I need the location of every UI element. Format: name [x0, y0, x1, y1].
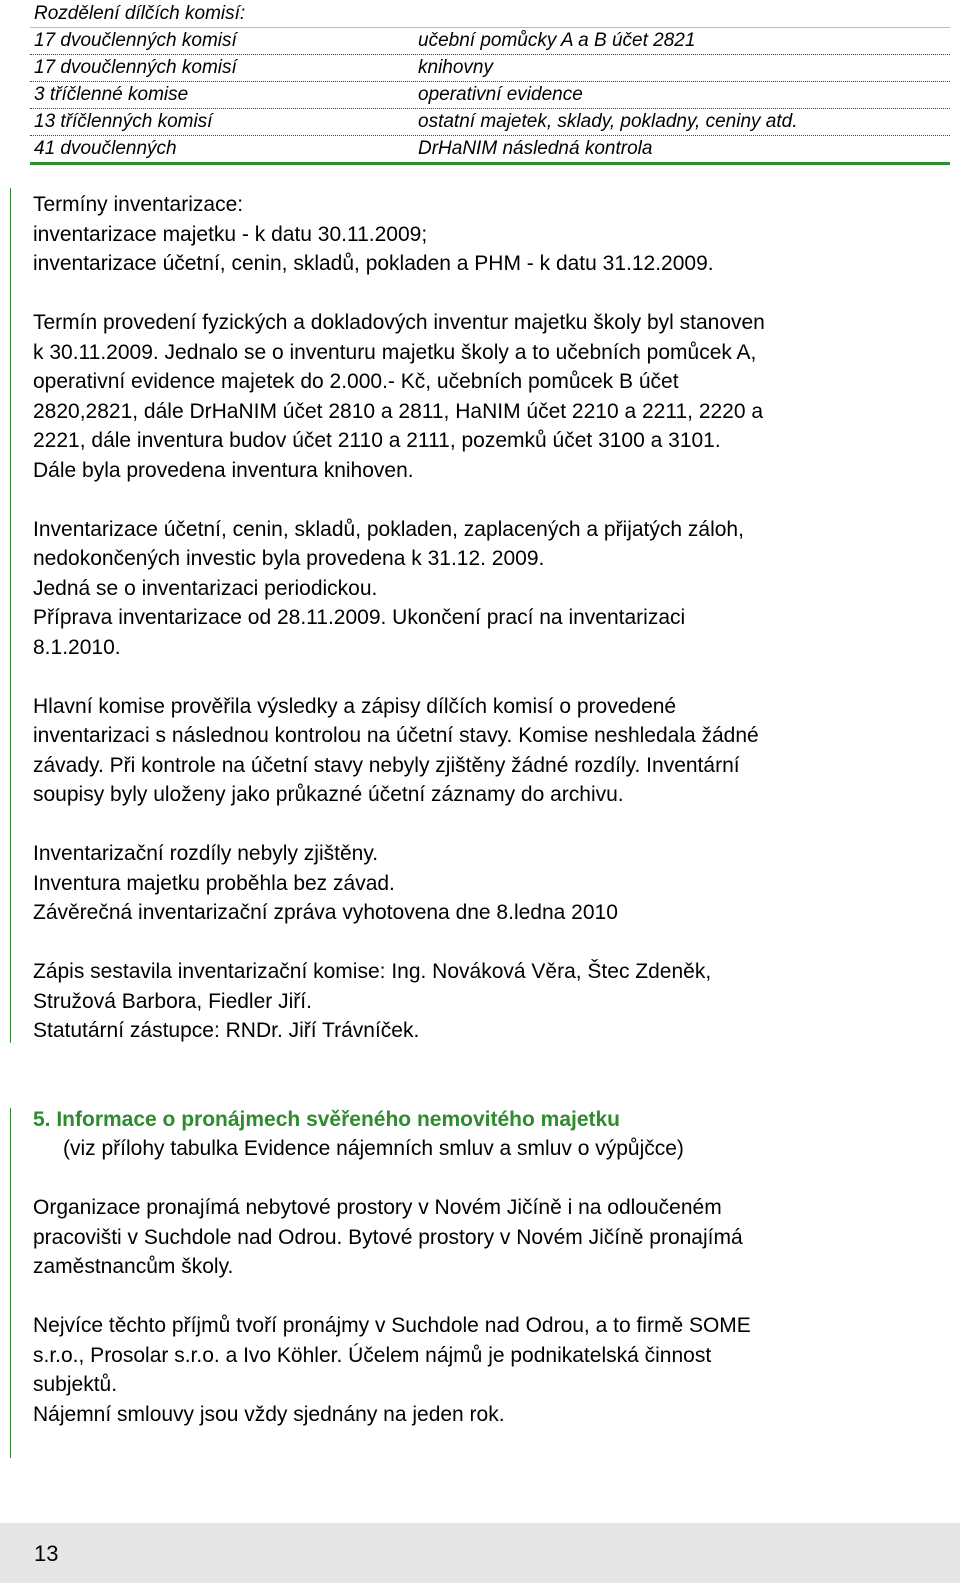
- text-line: Dále byla provedena inventura knihoven.: [33, 458, 414, 482]
- document-body: [33, 190, 933, 1429]
- text-line: inventarizaci s následnou kontrolou na účetní stavy. Komise neshledala žádné: [33, 724, 759, 747]
- committee-count: 13 tříčlenných komisí: [34, 111, 213, 132]
- committee-count: 17 dvoučlenných komisí: [34, 30, 237, 51]
- text-line: soupisy byly uloženy jako průkazné účetní záznamy do archivu.: [33, 783, 624, 806]
- text-line: Nájemní smlouvy jsou vždy sjednány na jeden rok.: [33, 1402, 505, 1426]
- text-line: Hlavní komise prověřila výsledky a zápisy dílčích komisí o provedené: [33, 694, 677, 718]
- committee-table: [30, 0, 950, 165]
- text-line: Inventarizace účetní, cenin, skladů, pokladen, zaplacených a přijatých záloh,: [33, 517, 744, 541]
- text-line: Inventura majetku proběhla bez závad.: [33, 871, 395, 895]
- text-line: 8.1.2010.: [33, 635, 121, 659]
- text-line: Příprava inventarizace od 28.11.2009. Ukončení prací na inventarizaci: [33, 606, 686, 629]
- text-line: Termíny inventarizace:: [33, 193, 244, 216]
- page-number: 13: [34, 1541, 59, 1566]
- committee-row: [30, 28, 950, 55]
- committee-row: [30, 82, 950, 109]
- committee-scope: operativní evidence: [418, 84, 583, 105]
- text-line: závady. Při kontrole na účetní stavy nebyly zjištěny žádné rozdíly. Inventární: [33, 753, 740, 777]
- margin-rule: [10, 188, 11, 1043]
- text-line: Organizace pronajímá nebytové prostory v Novém Jičíně i na odloučeném: [33, 1196, 722, 1219]
- text-line: Statutární zástupce: RNDr. Jiří Trávníček.: [33, 1019, 420, 1042]
- committee-row: [30, 55, 950, 82]
- committee-count: 41 dvoučlenných: [34, 138, 177, 159]
- text-line: Inventarizační rozdíly nebyly zjištěny.: [33, 842, 379, 865]
- text-line: Stružová Barbora, Fiedler Jiří.: [33, 989, 312, 1013]
- text-line: s.r.o., Prosolar s.r.o. a Ivo Köhler. Účelem nájmů je podnikatelská činnost: [33, 1343, 712, 1367]
- section-subtitle: (viz přílohy tabulka Evidence nájemních smluv a smluv o výpůjčce): [63, 1137, 684, 1160]
- committee-scope: učební pomůcky A a B účet 2821: [418, 30, 696, 51]
- committee-scope: ostatní majetek, sklady, pokladny, ceniny atd.: [418, 111, 798, 132]
- text-line: nedokončených investic byla provedena k 31.12. 2009.: [33, 547, 545, 570]
- text-line: Zápis sestavila inventarizační komise: Ing. Nováková Věra, Štec Zdeněk,: [33, 960, 712, 983]
- text-line: 2820,2821, dále DrHaNIM účet 2810 a 2811, HaNIM účet 2210 a 2211, 2220 a: [33, 399, 764, 423]
- text-line: subjektů.: [33, 1373, 118, 1396]
- text-line: operativní evidence majetek do 2.000.- Kč, učebních pomůcek B účet: [33, 370, 679, 393]
- text-line: Termín provedení fyzických a dokladových inventur majetku školy byl stanoven: [33, 311, 765, 334]
- text-line: Jedná se o inventarizaci periodickou.: [33, 576, 378, 600]
- committee-count: 3 tříčlenné komise: [34, 84, 189, 105]
- text-line: 2221, dále inventura budov účet 2110 a 2111, pozemků účet 3100 a 3101.: [33, 429, 721, 452]
- text-line: zaměstnancům školy.: [33, 1255, 234, 1278]
- text-line: inventarizace majetku - k datu 30.11.2009;: [33, 222, 428, 246]
- text-line: inventarizace účetní, cenin, skladů, pokladen a PHM - k datu 31.12.2009.: [33, 252, 714, 275]
- section-heading: 5. Informace o pronájmech svěřeného nemovitého majetku: [33, 1107, 621, 1131]
- page-footer: [0, 1523, 960, 1583]
- committee-count: 17 dvoučlenných komisí: [34, 57, 237, 78]
- committee-scope: knihovny: [418, 57, 493, 78]
- text-line: Závěrečná inventarizační zpráva vyhotovena dne 8.ledna 2010: [33, 901, 618, 924]
- committee-row: [30, 109, 950, 136]
- committee-scope: DrHaNIM následná kontrola: [418, 138, 653, 159]
- text-line: pracovišti v Suchdole nad Odrou. Bytové prostory v Novém Jičíně pronajímá: [33, 1225, 743, 1249]
- committee-heading: Rozdělení dílčích komisí:: [30, 0, 950, 28]
- margin-rule: [10, 1108, 11, 1458]
- committee-row: [30, 136, 950, 165]
- text-line: k 30.11.2009. Jednalo se o inventuru majetku školy a to učebních pomůcek A,: [33, 340, 757, 364]
- text-line: Nejvíce těchto příjmů tvoří pronájmy v Suchdole nad Odrou, a to firmě SOME: [33, 1314, 751, 1337]
